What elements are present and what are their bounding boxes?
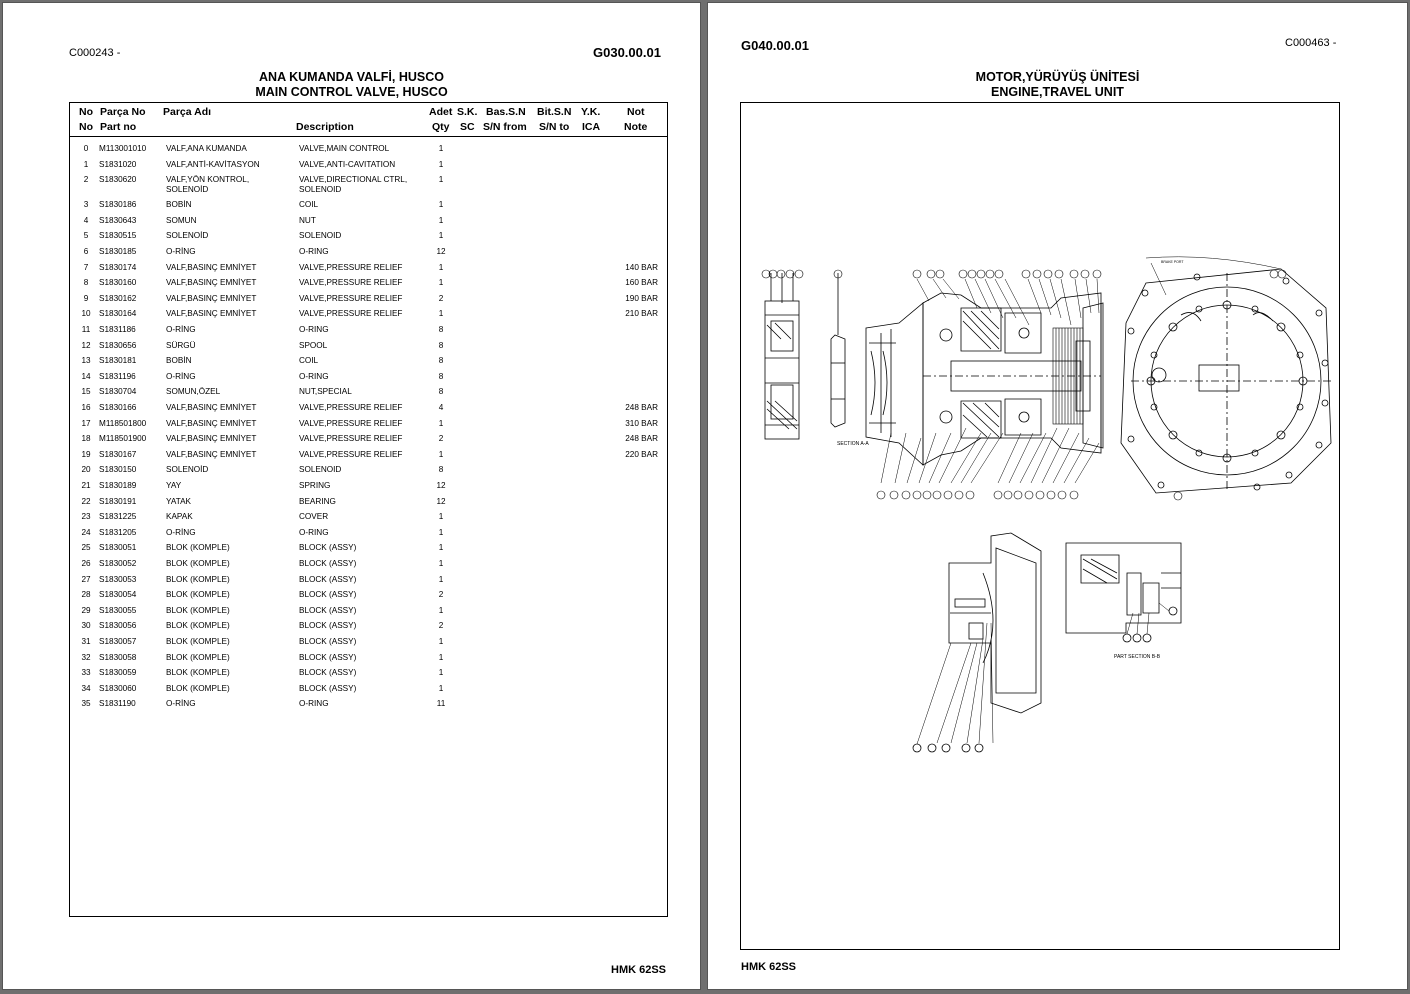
row-qty: 8 — [438, 340, 444, 350]
row-note: 210 BAR — [625, 309, 658, 319]
row-description: SPOOL — [299, 340, 328, 350]
row-no: 0 — [83, 144, 89, 153]
row-name-tr: VALF,BASINÇ EMNİYET — [166, 278, 257, 288]
row-no: 17 — [81, 418, 91, 428]
row-part-no: S1830054 — [99, 590, 137, 600]
motor-flange — [866, 303, 923, 465]
table-row — [70, 528, 667, 544]
row-name-tr: BLOK (KOMPLE) — [166, 668, 230, 678]
row-part-no: S1830055 — [99, 605, 137, 615]
row-part-no: S1830057 — [99, 636, 137, 646]
row-name-tr: VALF,ANA KUMANDA — [166, 144, 247, 153]
row-name-tr: VALF,BASINÇ EMNİYET — [166, 262, 257, 272]
table-row — [70, 450, 667, 466]
row-description: BLOCK (ASSY) — [299, 590, 357, 600]
header-note: Not — [627, 106, 645, 118]
row-description: VALVE,PRESSURE RELIEF — [299, 434, 403, 444]
row-qty: 1 — [438, 418, 444, 428]
row-description: BLOCK (ASSY) — [299, 652, 357, 662]
row-name-tr: SOMUN — [166, 215, 197, 225]
row-description: VALVE,PRESSURE RELIEF — [299, 262, 403, 272]
nut-part — [831, 273, 845, 427]
header-no: No — [79, 106, 93, 118]
row-name-tr: SOLENOİD — [166, 231, 209, 241]
row-qty: 8 — [438, 356, 444, 366]
row-name-tr: VALF,BASINÇ EMNİYET — [166, 309, 257, 319]
row-note: 190 BAR — [625, 293, 658, 303]
row-no: 29 — [81, 605, 91, 615]
row-description: BLOCK (ASSY) — [299, 668, 357, 678]
row-no: 25 — [81, 543, 91, 553]
row-no: 12 — [81, 340, 91, 350]
row-part-no: S1830162 — [99, 293, 137, 303]
row-name-tr: BLOK (KOMPLE) — [166, 652, 230, 662]
row-no: 6 — [83, 246, 89, 256]
row-name-tr: BLOK (KOMPLE) — [166, 574, 230, 584]
row-no: 4 — [83, 215, 89, 225]
row-description: O-RING — [299, 527, 329, 537]
row-name-tr: VALF,YÖN KONTROL, — [166, 175, 250, 185]
table-row — [70, 263, 667, 279]
header-qty: Adet — [429, 106, 453, 118]
row-description: BLOCK (ASSY) — [299, 574, 357, 584]
row-qty: 2 — [438, 621, 444, 631]
table-row — [70, 481, 667, 497]
row-name-tr: O-RİNG — [166, 371, 196, 381]
row-description: VALVE,MAIN CONTROL — [299, 144, 390, 153]
row-name-tr: BOBİN — [166, 200, 192, 210]
row-qty: 1 — [438, 200, 444, 210]
row-part-no: S1830059 — [99, 668, 137, 678]
row-no: 22 — [81, 496, 91, 506]
row-no: 2 — [83, 175, 89, 185]
header-part-no: Parça No — [100, 106, 146, 118]
row-part-no: S1830186 — [99, 200, 137, 210]
row-description-cont: SOLENOID — [299, 185, 342, 195]
row-no: 20 — [81, 465, 91, 475]
row-name-tr: BLOK (KOMPLE) — [166, 683, 230, 693]
table-row — [70, 372, 667, 388]
row-name-tr: O-RİNG — [166, 324, 196, 334]
table-row — [70, 419, 667, 435]
row-qty: 1 — [438, 231, 444, 241]
header-divider — [70, 136, 667, 137]
row-no: 23 — [81, 512, 91, 522]
table-row — [70, 341, 667, 357]
row-name-tr: SOMUN,ÖZEL — [166, 387, 221, 397]
table-row — [70, 278, 667, 294]
end-view — [1121, 257, 1331, 493]
table-row — [70, 356, 667, 372]
row-no: 5 — [83, 231, 89, 241]
row-qty: 1 — [438, 683, 444, 693]
row-part-no: S1830056 — [99, 621, 137, 631]
table-row — [70, 434, 667, 450]
header-sn-from: Bas.S.N — [486, 106, 526, 118]
row-qty: 11 — [436, 699, 446, 709]
table-row — [70, 403, 667, 419]
row-part-no: S1831020 — [99, 159, 137, 169]
table-row — [70, 160, 667, 176]
header-part-name: Parça Adı — [163, 106, 212, 118]
row-description: BLOCK (ASSY) — [299, 621, 357, 631]
row-qty: 1 — [438, 668, 444, 678]
table-row — [70, 497, 667, 513]
row-description: BLOCK (ASSY) — [299, 683, 357, 693]
parts-list-page — [3, 3, 700, 989]
row-description: SOLENOID — [299, 231, 342, 241]
row-description: VALVE,DIRECTIONAL CTRL, — [299, 175, 408, 185]
row-description: BLOCK (ASSY) — [299, 558, 357, 568]
row-no: 32 — [81, 652, 91, 662]
row-description: O-RING — [299, 246, 329, 256]
row-part-no: S1830620 — [99, 175, 137, 185]
table-row — [70, 231, 667, 247]
row-part-no: S1830515 — [99, 231, 137, 241]
row-part-no: S1830643 — [99, 215, 137, 225]
row-name-tr: BOBİN — [166, 356, 192, 366]
header-ica-en: ICA — [582, 121, 601, 133]
row-name-tr: O-RİNG — [166, 527, 196, 537]
group-code: G030.00.01 — [593, 45, 661, 60]
row-part-no: S1831225 — [99, 512, 137, 522]
row-note: 248 BAR — [625, 402, 658, 412]
row-name-tr: BLOK (KOMPLE) — [166, 543, 230, 553]
row-description: COIL — [299, 356, 319, 366]
row-no: 30 — [81, 621, 91, 631]
row-qty: 12 — [436, 496, 446, 506]
row-description: VALVE,PRESSURE RELIEF — [299, 293, 403, 303]
row-name-tr: YAY — [166, 480, 182, 490]
row-no: 18 — [81, 434, 91, 444]
row-name-tr: VALF,BASINÇ EMNİYET — [166, 449, 257, 459]
table-row — [70, 668, 667, 684]
row-qty: 1 — [438, 527, 444, 537]
row-name-tr: SOLENOİD — [166, 465, 209, 475]
table-row — [70, 144, 667, 160]
row-no: 26 — [81, 558, 91, 568]
row-no: 24 — [81, 527, 91, 537]
table-row — [70, 247, 667, 263]
row-qty: 2 — [438, 434, 444, 444]
row-description: NUT — [299, 215, 316, 225]
row-qty: 1 — [438, 512, 444, 522]
table-row — [70, 590, 667, 606]
detail-view-left — [913, 533, 1041, 752]
table-row — [70, 684, 667, 700]
row-part-no: S1830160 — [99, 278, 137, 288]
row-no: 11 — [81, 324, 91, 334]
row-qty: 1 — [438, 543, 444, 553]
row-note: 140 BAR — [625, 262, 658, 272]
row-description: BLOCK (ASSY) — [299, 605, 357, 615]
row-name-tr: O-RİNG — [166, 246, 196, 256]
row-qty: 1 — [438, 278, 444, 288]
row-name-tr: YATAK — [166, 496, 192, 506]
row-qty: 1 — [438, 159, 444, 169]
row-qty: 8 — [438, 465, 444, 475]
table-row — [70, 175, 667, 195]
header-no-en: No — [79, 121, 93, 133]
row-note: 220 BAR — [625, 449, 658, 459]
doc-code: C000243 - — [69, 47, 121, 59]
row-qty: 1 — [438, 636, 444, 646]
row-description: NUT,SPECIAL — [299, 387, 352, 397]
drawing-frame — [740, 102, 1340, 950]
table-row — [70, 621, 667, 637]
table-row — [70, 653, 667, 669]
table-row — [70, 543, 667, 559]
row-qty: 1 — [438, 144, 444, 153]
row-description: VALVE,PRESSURE RELIEF — [299, 418, 403, 428]
row-part-no: S1830052 — [99, 558, 137, 568]
header-qty-en: Qty — [432, 121, 450, 133]
row-name-tr: VALF,BASINÇ EMNİYET — [166, 402, 257, 412]
row-description: O-RING — [299, 699, 329, 709]
row-name-tr: SÜRGÜ — [166, 340, 196, 350]
header-sn-to: Bit.S.N — [537, 106, 572, 118]
row-qty: 1 — [438, 574, 444, 584]
row-no: 35 — [81, 699, 91, 709]
row-name-tr: BLOK (KOMPLE) — [166, 621, 230, 631]
row-no: 33 — [81, 668, 91, 678]
row-description: BEARING — [299, 496, 336, 506]
row-part-no: S1830164 — [99, 309, 137, 319]
table-row — [70, 465, 667, 481]
row-description: COVER — [299, 512, 329, 522]
row-description: VALVE,PRESSURE RELIEF — [299, 309, 403, 319]
row-no: 9 — [83, 293, 89, 303]
table-row — [70, 216, 667, 232]
row-no: 14 — [81, 371, 91, 381]
header-sc-en: SC — [460, 121, 475, 133]
row-name-tr: O-RİNG — [166, 699, 196, 709]
row-name-tr-cont: SOLENOİD — [166, 185, 209, 195]
row-no: 15 — [81, 387, 91, 397]
row-no: 8 — [83, 278, 89, 288]
row-no: 16 — [81, 402, 91, 412]
bearing-section — [765, 273, 799, 439]
table-row — [70, 512, 667, 528]
row-no: 19 — [81, 449, 91, 459]
row-no: 21 — [81, 480, 91, 490]
row-part-no: S1830174 — [99, 262, 137, 272]
row-no: 1 — [83, 159, 89, 169]
row-description: VALVE,PRESSURE RELIEF — [299, 278, 403, 288]
section-aa-label: SECTION A-A — [837, 441, 869, 447]
header-note-en: Note — [624, 121, 648, 133]
table-row — [70, 309, 667, 325]
row-no: 7 — [83, 262, 89, 272]
row-qty: 1 — [438, 309, 444, 319]
row-name-tr: VALF,ANTİ-KAVİTASYON — [166, 159, 260, 169]
footer-model: HMK 62SS — [741, 961, 797, 973]
row-qty: 1 — [438, 215, 444, 225]
row-name-tr: BLOK (KOMPLE) — [166, 636, 230, 646]
row-part-no: S1831190 — [99, 699, 136, 709]
row-no: 34 — [81, 683, 91, 693]
row-qty: 12 — [436, 246, 446, 256]
row-qty: 8 — [438, 371, 444, 381]
row-description: BLOCK (ASSY) — [299, 636, 357, 646]
header-ica: Y.K. — [581, 106, 601, 118]
row-no: 10 — [81, 309, 91, 319]
row-name-tr: VALF,BASINÇ EMNİYET — [166, 418, 257, 428]
row-qty: 2 — [438, 590, 444, 600]
row-description: O-RING — [299, 371, 329, 381]
row-part-no: S1830656 — [99, 340, 137, 350]
page-title-en: MAIN CONTROL VALVE, HUSCO — [255, 85, 448, 99]
row-description: SPRING — [299, 480, 331, 490]
row-description: VALVE,PRESSURE RELIEF — [299, 449, 403, 459]
table-row — [70, 325, 667, 341]
row-no: 31 — [81, 636, 91, 646]
table-row — [70, 699, 667, 715]
row-qty: 4 — [438, 402, 444, 412]
doc-code: C000463 - — [1285, 37, 1337, 49]
table-row — [70, 637, 667, 653]
row-note: 248 BAR — [625, 434, 658, 444]
brake-port-label: BRAKE PORT — [1161, 260, 1184, 264]
row-qty: 2 — [438, 293, 444, 303]
row-name-tr: VALF,BASINÇ EMNİYET — [166, 293, 257, 303]
row-part-no: S1830051 — [99, 543, 137, 553]
row-qty: 8 — [438, 387, 444, 397]
row-part-no: S1830060 — [99, 683, 137, 693]
travel-motor-drawing — [741, 103, 1338, 948]
row-description: COIL — [299, 200, 319, 210]
row-description: BLOCK (ASSY) — [299, 543, 357, 553]
row-description: VALVE,PRESSURE RELIEF — [299, 402, 403, 412]
row-no: 13 — [81, 356, 91, 366]
row-name-tr: BLOK (KOMPLE) — [166, 558, 230, 568]
table-row — [70, 200, 667, 216]
motor-housing — [923, 293, 1101, 465]
row-part-no: S1830053 — [99, 574, 137, 584]
header-sn-to-en: S/N to — [539, 121, 570, 133]
table-row — [70, 606, 667, 622]
part-section-bb — [1066, 543, 1181, 642]
header-sn-from-en: S/N from — [483, 121, 527, 133]
row-qty: 1 — [438, 652, 444, 662]
row-part-no: S1830185 — [99, 246, 137, 256]
table-row — [70, 294, 667, 310]
row-part-no: S1830166 — [99, 402, 137, 412]
row-part-no: S1831186 — [99, 324, 136, 334]
row-description: VALVE,ANTI-CAVITATION — [299, 159, 396, 169]
row-part-no: S1830058 — [99, 652, 137, 662]
row-qty: 1 — [438, 262, 444, 272]
row-part-no: S1830704 — [99, 387, 137, 397]
drawing-page — [708, 3, 1407, 989]
page-title-en: ENGINE,TRAVEL UNIT — [991, 85, 1124, 99]
header-part-no-en: Part no — [100, 121, 137, 133]
section-bb-label: PART SECTION B-B — [1114, 654, 1161, 660]
row-name-tr: VALF,BASINÇ EMNİYET — [166, 434, 257, 444]
row-qty: 1 — [438, 605, 444, 615]
group-code: G040.00.01 — [741, 38, 809, 53]
parts-table — [69, 102, 668, 917]
row-qty: 8 — [438, 324, 444, 334]
row-qty: 1 — [438, 449, 444, 459]
header-description: Description — [296, 121, 354, 133]
row-part-no: S1830167 — [99, 449, 137, 459]
row-part-no: M118501800 — [99, 418, 147, 428]
row-name-tr: KAPAK — [166, 512, 193, 522]
page-title-tr: ANA KUMANDA VALFİ, HUSCO — [259, 70, 444, 84]
table-row — [70, 575, 667, 591]
row-part-no: S1831205 — [99, 527, 137, 537]
row-name-tr: BLOK (KOMPLE) — [166, 605, 230, 615]
row-qty: 12 — [436, 480, 446, 490]
row-part-no: M118501900 — [99, 434, 147, 444]
table-row — [70, 387, 667, 403]
row-note: 160 BAR — [625, 278, 658, 288]
row-part-no: S1830189 — [99, 480, 137, 490]
row-part-no: S1830191 — [99, 496, 137, 506]
table-row — [70, 559, 667, 575]
row-description: SOLENOID — [299, 465, 342, 475]
row-no: 3 — [83, 200, 89, 210]
footer-model: HMK 62SS — [611, 964, 667, 976]
row-part-no: S1830181 — [99, 356, 137, 366]
row-part-no: S1831196 — [99, 371, 136, 381]
row-part-no: S1830150 — [99, 465, 137, 475]
row-no: 27 — [81, 574, 91, 584]
row-name-tr: BLOK (KOMPLE) — [166, 590, 230, 600]
row-qty: 1 — [438, 175, 444, 185]
page-title-tr: MOTOR,YÜRÜYÜŞ ÜNİTESİ — [975, 70, 1140, 84]
row-description: O-RING — [299, 324, 329, 334]
row-no: 28 — [81, 590, 91, 600]
row-qty: 1 — [438, 558, 444, 568]
row-part-no: M113001010 — [99, 144, 147, 153]
row-note: 310 BAR — [625, 418, 658, 428]
header-sc: S.K. — [457, 106, 478, 118]
